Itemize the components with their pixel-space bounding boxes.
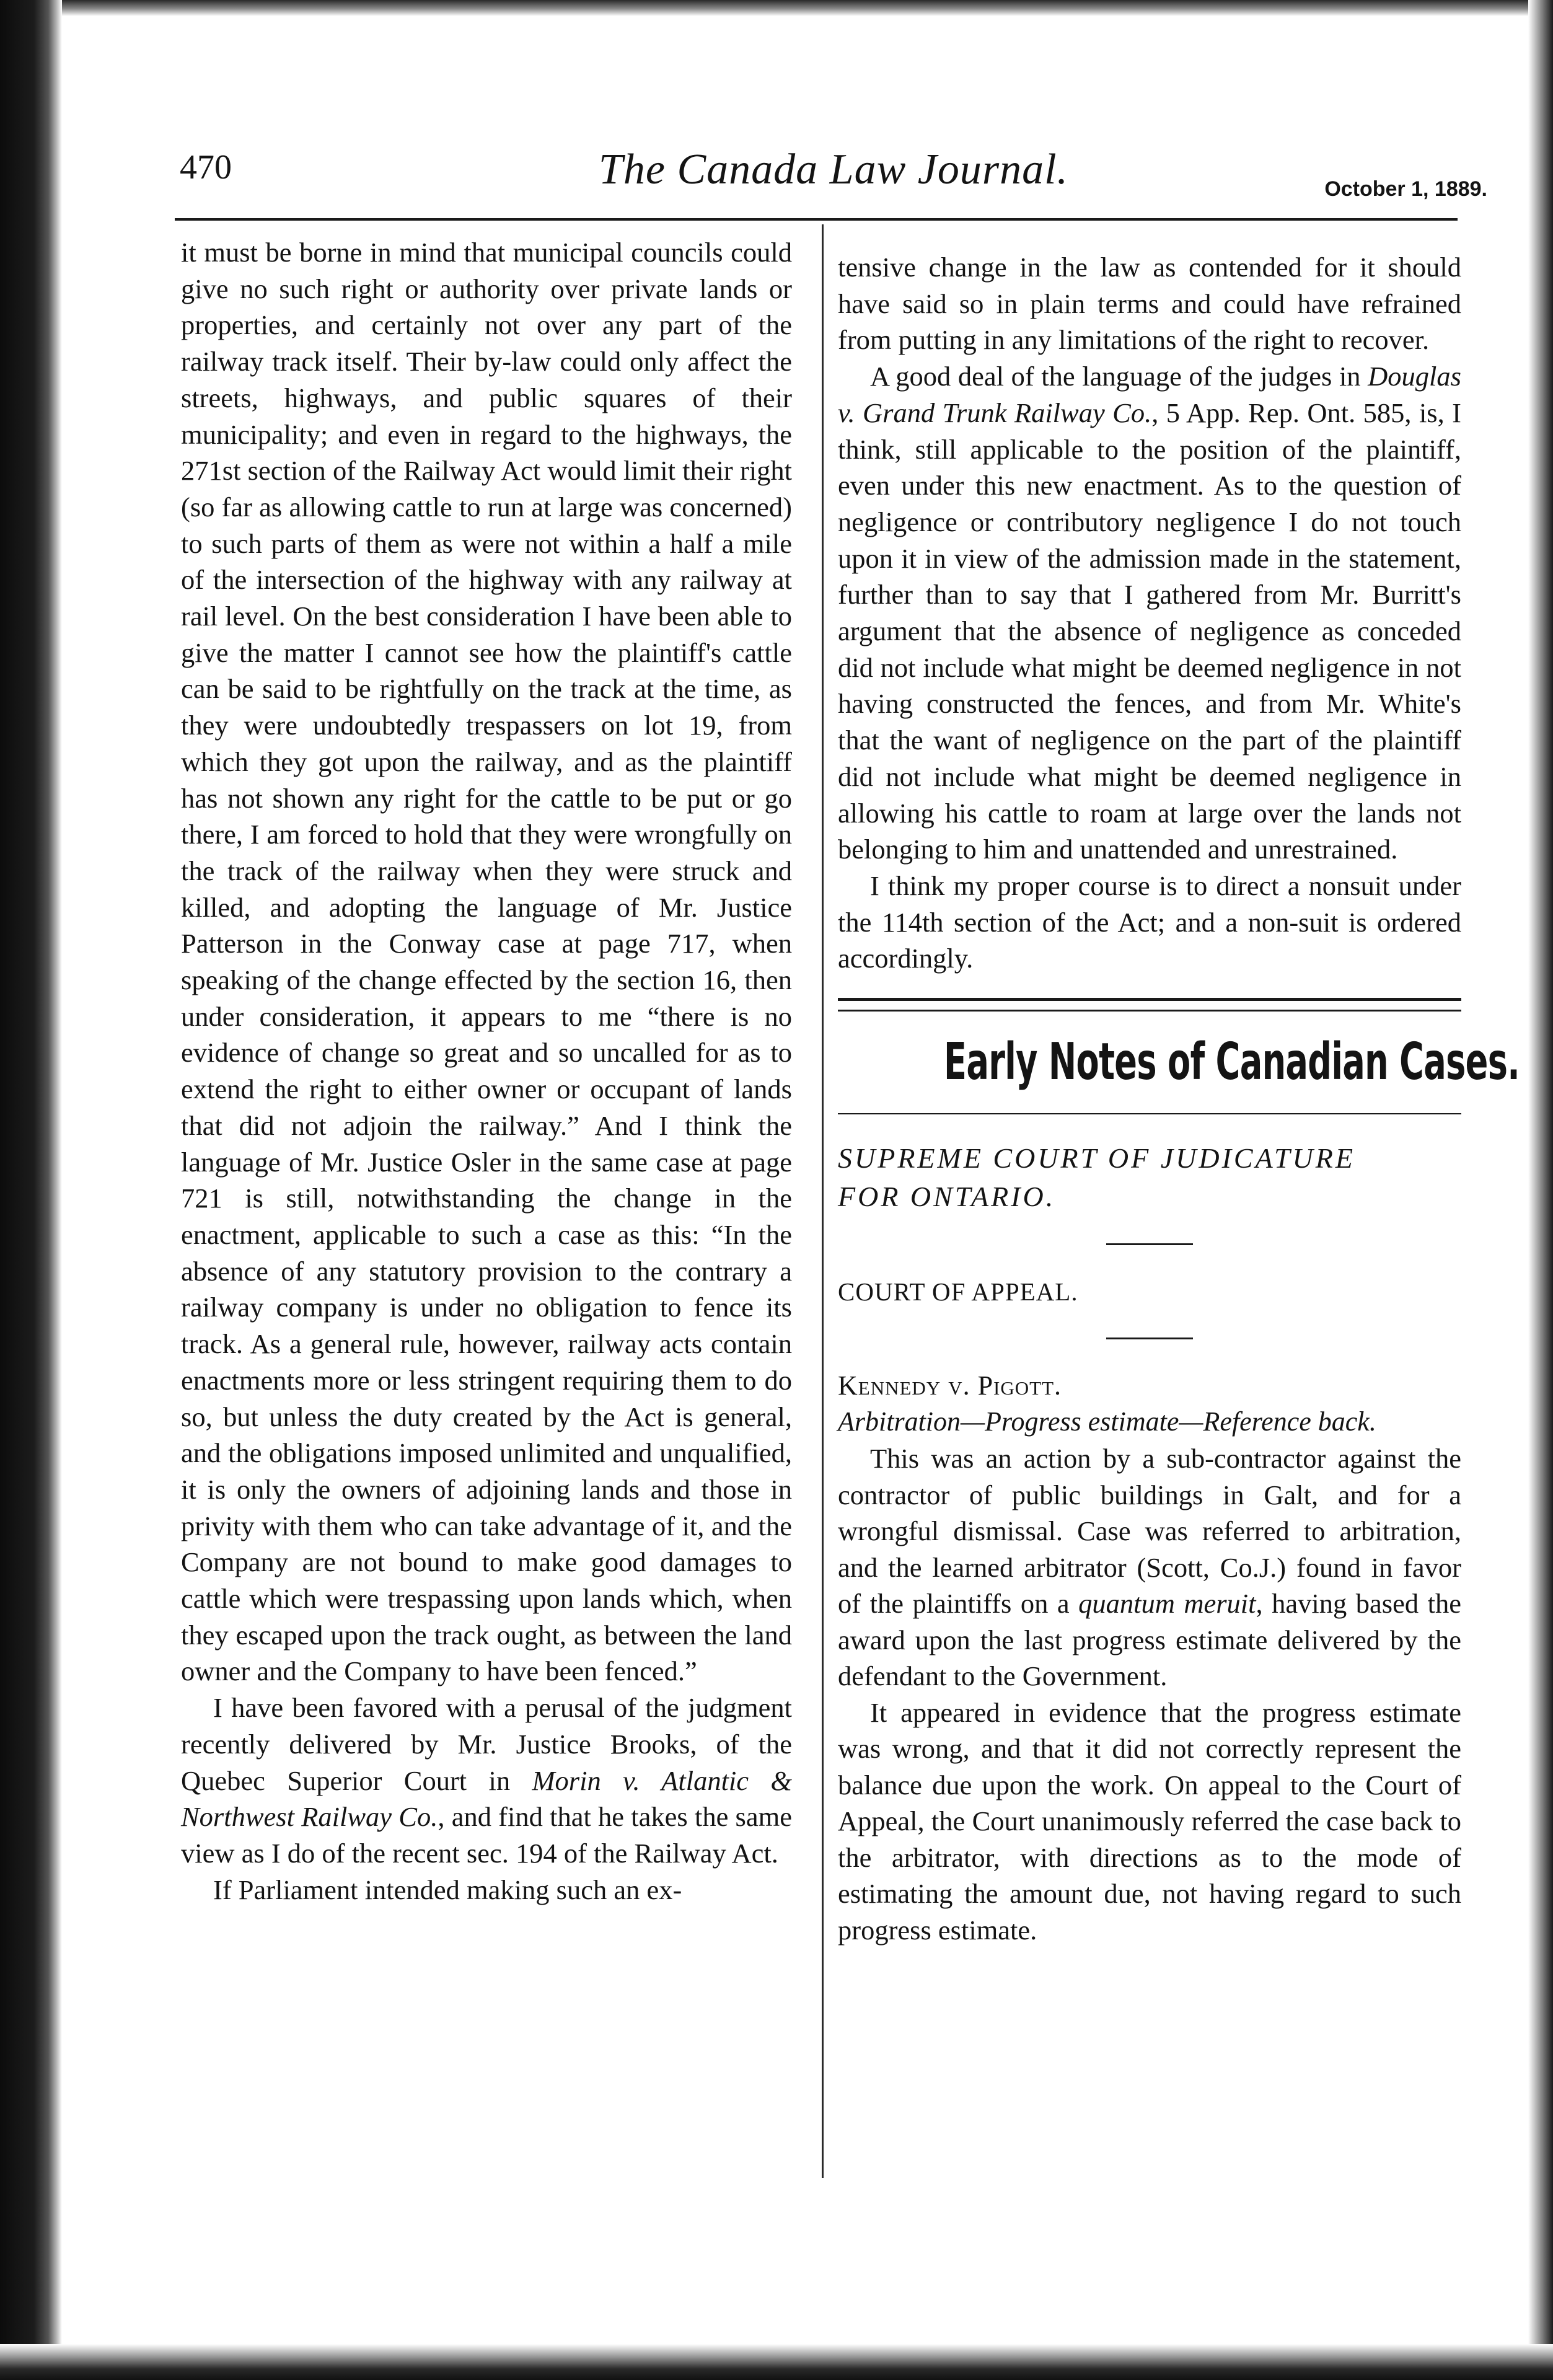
case-citation-douglas: Douglas v. Grand Trunk Railway Co. <box>838 361 1461 428</box>
journal-title: The Canada Law Journal. <box>598 146 1069 193</box>
section-rule <box>838 1113 1461 1114</box>
scan-edge-right <box>1528 0 1553 2380</box>
right-column <box>838 249 1520 1948</box>
court-name-line-1: SUPREME COURT OF JUDICATURE <box>838 1142 1355 1175</box>
case-name: Kennedy v. Pigott. <box>838 1370 1062 1401</box>
case-body-paragraph-1: This was an action by a sub-contractor against the contractor of public buildings in Galt, and for a wrongful dismissal. Case was referred to arbitration, and the learned arbitrator (Scott, Co.J.) found in favor of the plaintiffs on a quantum meruit, having based the award upon the last progress estimate delivered by the defendant to the Government. <box>838 1443 1461 1692</box>
scan-edge-top <box>0 0 1553 16</box>
column-divider <box>822 224 824 2178</box>
header-rule <box>175 218 1458 221</box>
left-paragraph-1: it must be borne in mind that municipal councils could give no such right or authority over private lands or properties, and certainly not over any part of the railway track itself. Their by-law could only affect the streets, highways, and public squares of their municipality; and even in regard to the highways, the 271st section of the Railway Act would limit their right (so far as allowing cattle to run at large was concerned) to such parts of them as were not within a half a mile of the intersection of the highway with any railway at rail level. On the best consideration I have been able to give the matter I cannot see how the plaintiff's cattle can be said to be rightfully on the track at the time, as they were undoubtedly trespassers on lot 19, from which they got upon the railway, and as the plaintiff has not shown any right for the cattle to be put or go there, I am forced to hold that they were wrongfully on the track of the railway when they were struck and killed, and adopting the language of Mr. Justice Patterson in the Conway case at page 717, when speaking of the change effected by the section 16, then under consideration, it appears to me “there is no evidence of change so great and so uncalled for as to extend the right to either owner or occupant of lands that did not adjoin the railway.” And I think the language of Mr. Justice Osler in the same case at page 721 is still, notwithstanding the change in the enactment, applicable to such a case as this: “In the absence of any statutory provision to the contrary a railway company is under no obligation to fence its track. As a general rule, however, railway acts contain enactments more or less stringent requiring them to do so, but unless the duty created by the Act is general, and the obligations imposed unlimited and unqualified, it is only the owners of adjoining lands and those in privity with them who can take advantage of it, and the Company are not bound to make good damages to cattle which were trespassing upon lands which, when they escaped upon the track ought, as between the land owner and the Company to have been fenced.” <box>181 237 792 1687</box>
left-paragraph-2: I have been favored with a perusal of the judgment recently delivered by Mr. Justice Brooks, of the Quebec Superior Court in Morin v. Atlantic & Northwest Railway Co., and find that he takes the same view as I do of the recent sec. 194 of the Railway Act. <box>181 1692 792 1869</box>
page-number: 470 <box>180 148 232 187</box>
case-citation-morin: Morin v. Atlantic & Northwest Railway Co. <box>181 1765 792 1833</box>
division-short-rule <box>1106 1338 1193 1339</box>
left-column <box>181 234 792 1908</box>
court-short-rule <box>1106 1243 1193 1245</box>
section-double-rule <box>838 998 1461 1011</box>
court-division: COURT OF APPEAL. <box>838 1277 1078 1307</box>
case-body-paragraph-2: It appeared in evidence that the progress estimate was wrong, and that it did not correctly represent the balance due upon the work. On appeal to the Court of Appeal, the Court unanimously referred the case back to the arbitrator, with directions as to the mode of estimating the amount due, not having regard to such progress estimate. <box>838 1696 1461 1946</box>
court-name-line-2: FOR ONTARIO. <box>838 1181 1056 1213</box>
case-headnote: Arbitration—Progress estimate—Reference back. <box>838 1406 1376 1437</box>
issue-date: October 1, 1889. <box>1324 177 1487 201</box>
legal-term: quantum meruit <box>1078 1588 1256 1620</box>
right-paragraph-2: A good deal of the language of the judges in Douglas v. Grand Trunk Railway Co., 5 App. Rep. Ont. 585, is, I think, still applicable to the position of the plaintiff, even under this new enactment. As to the question of negligence or contributory negligence I do not touch upon it in view of the admission made in the statement, further than to say that I gathered from Mr. Burritt's argument that the absence of negligence as conceded did not include what might be deemed negligence in not having constructed the fences, and from Mr. White's that the want of negligence on the part of the plaintiff did not include what might be deemed negligence in allowing his cattle to roam at large over the lands not belonging to him and unattended and unrestrained. <box>838 361 1461 865</box>
right-paragraph-3: I think my proper course is to direct a nonsuit under the 114th section of the Act; and a non-suit is ordered accordingly. <box>838 870 1461 974</box>
scan-edge-bottom <box>0 2344 1553 2380</box>
running-header <box>180 148 1487 203</box>
right-paragraph-1: tensive change in the law as contended for it should have said so in plain terms and could have refrained from putting in any limitations of the right to recover. <box>838 252 1461 356</box>
scan-edge-left <box>0 0 62 2380</box>
left-paragraph-3: If Parliament intended making such an ex- <box>213 1874 682 1905</box>
section-title: Early Notes of Canadian Cases. <box>944 1033 1520 1092</box>
